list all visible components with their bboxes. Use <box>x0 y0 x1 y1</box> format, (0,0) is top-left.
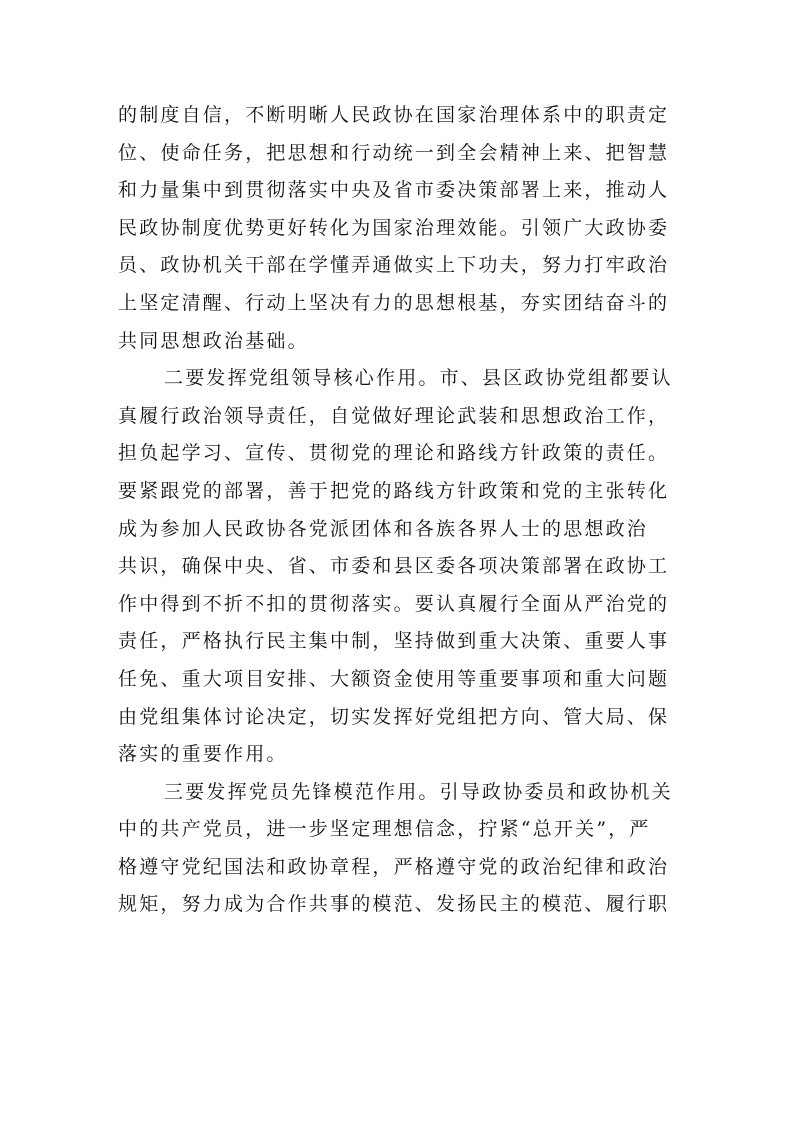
document-body <box>118 97 686 924</box>
text-line: 由党组集体讨论决定，切实发挥好党组把方向、管大局、保 <box>118 705 670 728</box>
text-line: 员、政协机关干部在学懂弄通做实上下功夫，努力打牢政治 <box>118 254 670 277</box>
text-line: 成为参加人民政协各党派团体和各族各界人士的思想政治 <box>118 517 649 540</box>
text-line: 真履行政治领导责任，自觉做好理论武装和思想政治工作， <box>118 404 670 427</box>
text-line: 担负起学习、宣传、贯彻党的理论和路线方针政策的责任。 <box>118 442 670 465</box>
text-line: 落实的重要作用。 <box>118 743 288 766</box>
text-line: 规矩，努力成为合作共事的模范、发扬民主的模范、履行职 <box>118 893 670 916</box>
text-line: 上坚定清醒、行动上坚决有力的思想根基，夯实团结奋斗的 <box>118 291 670 314</box>
paragraph-3 <box>118 774 686 924</box>
text-line: 共识，确保中央、省、市委和县区委各项决策部署在政协工 <box>118 555 670 578</box>
text-line: 格遵守党纪国法和政协章程，严格遵守党的政治纪律和政治 <box>118 855 670 878</box>
text-line: 中的共产党员，进一步坚定理想信念，拧紧“总开关”，严 <box>118 818 651 841</box>
text-line: 位、使命任务，把思想和行动统一到全会精神上来、把智慧 <box>118 141 670 164</box>
text-line: 责任，严格执行民主集中制，坚持做到重大决策、重要人事 <box>118 630 670 653</box>
paragraph-2 <box>118 360 686 774</box>
text-line: 任免、重大项目安排、大额资金使用等重要事项和重大问题 <box>118 667 670 690</box>
text-line: 要紧跟党的部署，善于把党的路线方针政策和党的主张转化 <box>118 479 670 502</box>
text-line: 二要发挥党组领导核心作用。市、县区政协党组都要认 <box>164 367 673 390</box>
text-line: 共同思想政治基础。 <box>118 329 309 352</box>
text-line: 三要发挥党员先锋模范作用。引导政协委员和政协机关 <box>164 780 673 803</box>
text-line: 和力量集中到贯彻落实中央及省市委决策部署上来，推动人 <box>118 179 670 202</box>
paragraph-1 <box>118 97 686 360</box>
text-line: 作中得到不折不扣的贯彻落实。要认真履行全面从严治党的 <box>118 592 670 615</box>
text-line: 的制度自信，不断明晰人民政协在国家治理体系中的职责定 <box>118 104 670 126</box>
text-line: 民政协制度优势更好转化为国家治理效能。引领广大政协委 <box>118 216 670 239</box>
